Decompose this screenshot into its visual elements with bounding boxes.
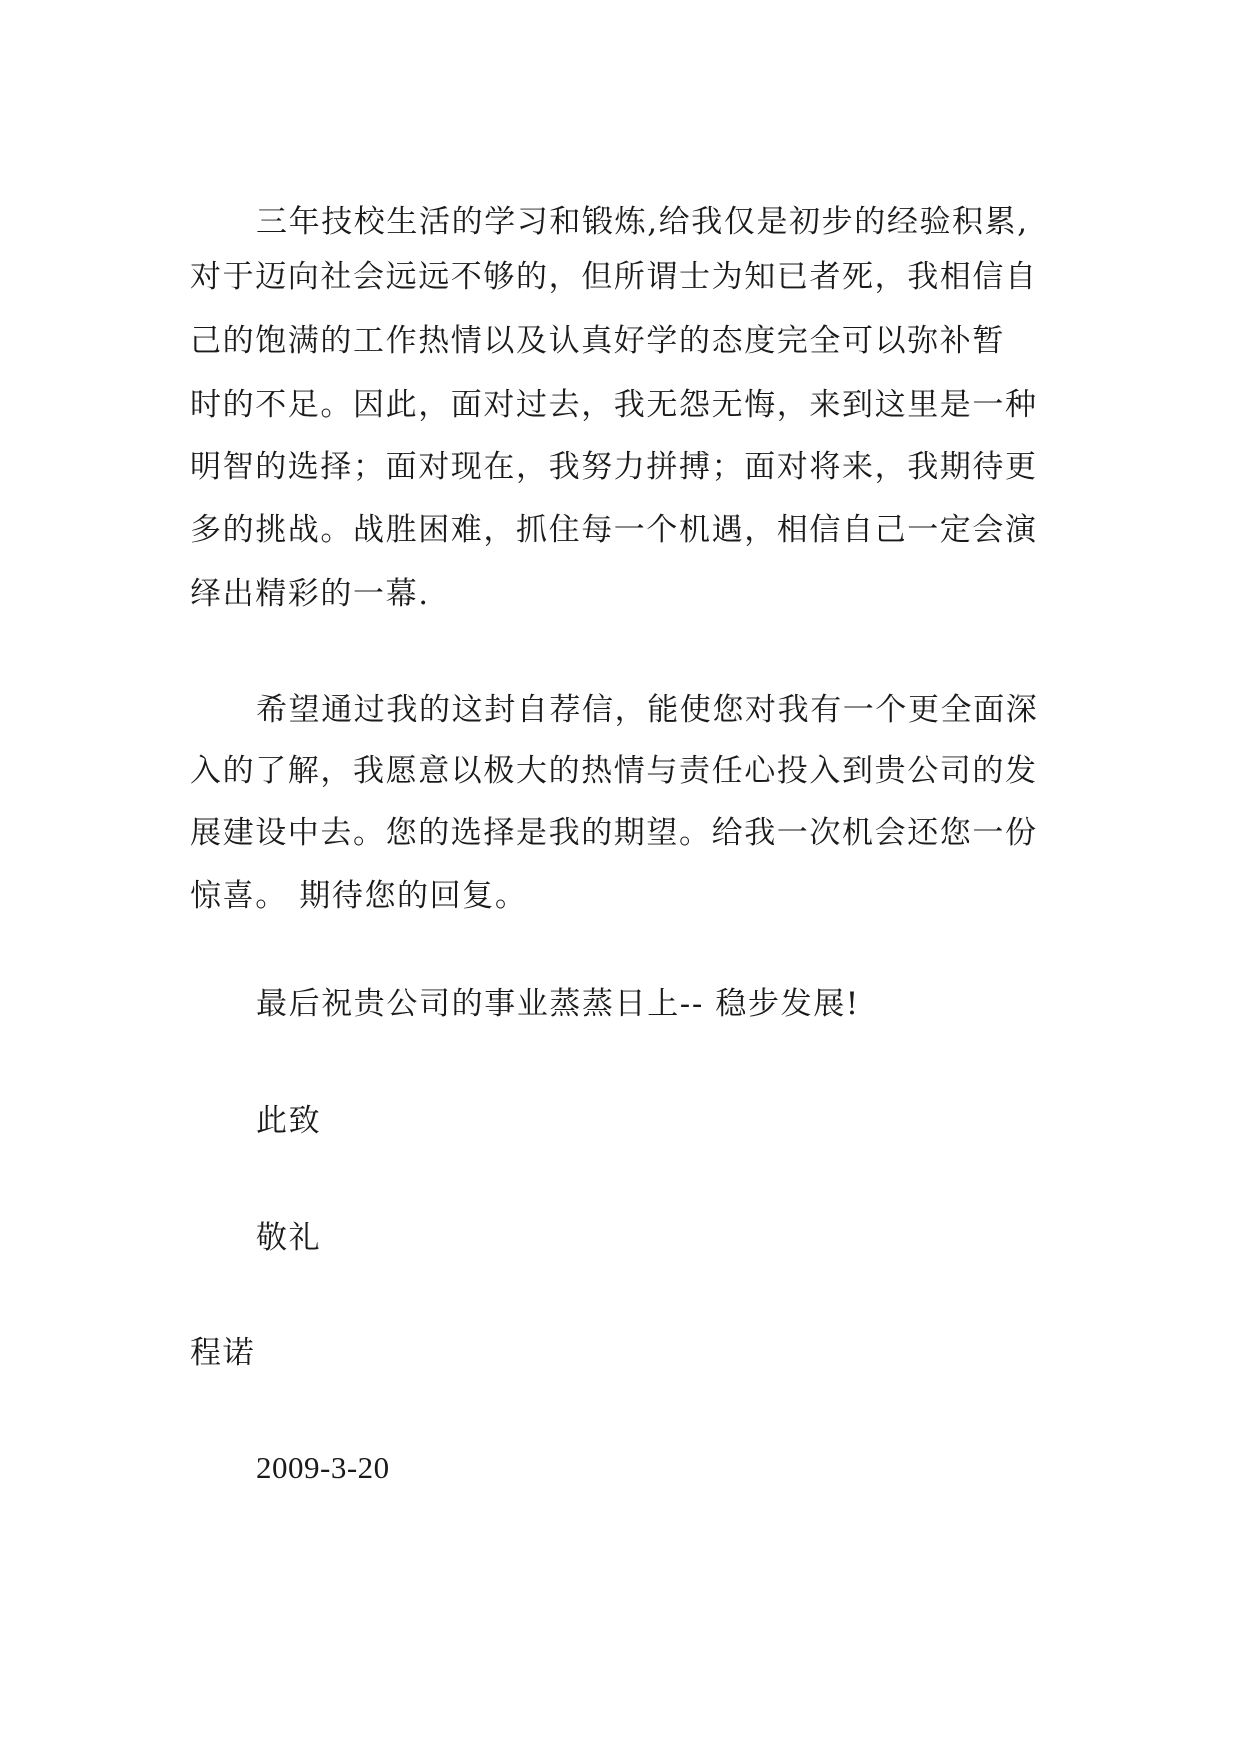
closing-salutation-1: 此致 <box>256 1103 322 1139</box>
paragraph-1-line-3: 己的饱满的工作热情以及认真好学的态度完全可以弥补暂 <box>190 323 1005 359</box>
paragraph-2-line-3: 展建设中去。您的选择是我的期望。给我一次机会还您一份 <box>190 815 1038 851</box>
paragraph-1-line-2: 对于迈向社会远远不够的，但所谓士为知已者死，我相信自 <box>190 259 1038 295</box>
signature-name: 程诺 <box>190 1335 256 1371</box>
paragraph-1-line-5: 明智的选择；面对现在，我努力拼搏；面对将来，我期待更 <box>190 449 1038 485</box>
paragraph-2-line-1: 希望通过我的这封自荐信，能使您对我有一个更全面深 <box>256 692 1039 728</box>
paragraph-2-line-4: 惊喜。 期待您的回复。 <box>190 878 528 914</box>
letter-date: 2009-3-20 <box>256 1450 390 1485</box>
paragraph-2-line-2: 入的了解，我愿意以极大的热情与责任心投入到贵公司的发 <box>190 753 1038 789</box>
paragraph-1-line-1: 三年技校生活的学习和锻炼,给我仅是初步的经验积累, <box>256 204 1029 240</box>
paragraph-1-line-6: 多的挑战。战胜困难，抓住每一个机遇，相信自己一定会演 <box>190 512 1038 548</box>
closing-salutation-2: 敬礼 <box>256 1220 322 1256</box>
paragraph-1-line-7: 绎出精彩的一幕. <box>190 576 430 612</box>
paragraph-1-line-4: 时的不足。因此，面对过去，我无怨无悔，来到这里是一种 <box>190 387 1038 423</box>
closing-wishes: 最后祝贵公司的事业蒸蒸日上-- 稳步发展! <box>256 986 860 1022</box>
